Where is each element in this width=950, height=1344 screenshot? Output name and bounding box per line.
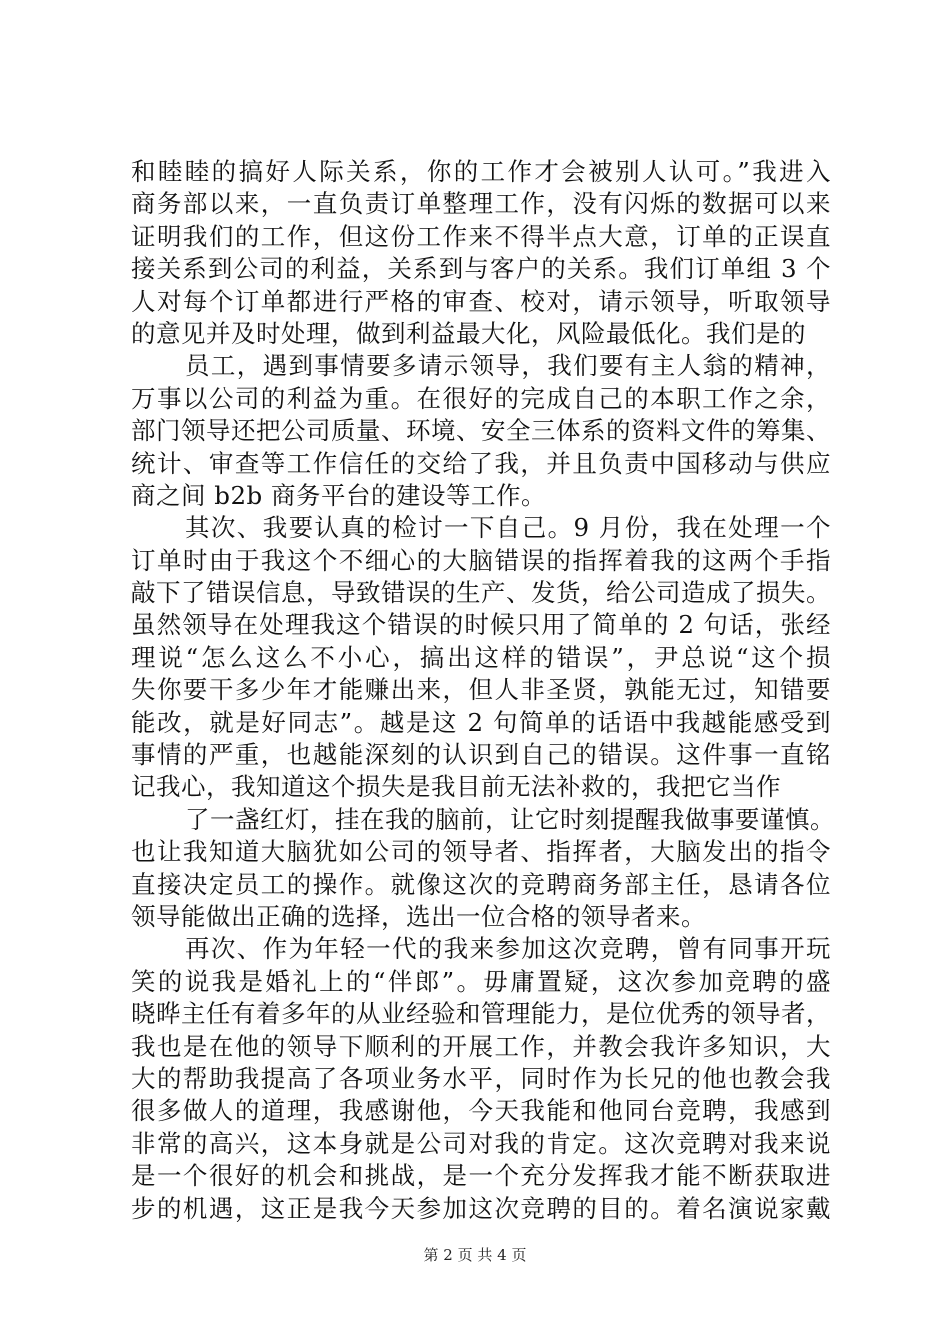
text-line: 商务部以来，一直负责订单整理工作，没有闪烁的数据可以来: [131, 189, 831, 219]
text-line: 和睦睦的搞好人际关系，你的工作才会被别人认可。”我进入: [131, 157, 831, 186]
text-line: 直接决定员工的操作。就像这次的竞聘商务部主任，恳请各位: [131, 869, 831, 899]
text-line: 订单时由于我这个不细心的大脑错误的指挥着我的这两个手指: [131, 545, 831, 575]
text-line: 的意见并及时处理，做到利益最大化，风险最低化。我们是的: [131, 318, 806, 348]
text-line: 事情的严重，也越能深刻的认识到自己的错误。这件事一直铭: [131, 740, 831, 770]
text-line: 晓晔主任有着多年的从业经验和管理能力，是位优秀的领导者，: [131, 999, 831, 1029]
text-line: 失你要干多少年才能赚出来，但人非圣贤，孰能无过，知错要: [131, 675, 831, 705]
text-line: 万事以公司的利益为重。在很好的完成自己的本职工作之余，: [131, 383, 831, 413]
text-line: 我也是在他的领导下顺利的开展工作，并教会我许多知识，大: [131, 1031, 831, 1061]
text-line: 证明我们的工作，但这份工作来不得半点大意，订单的正误直: [131, 221, 831, 251]
text-line: 是一个很好的机会和挑战，是一个充分发挥我才能不断获取进: [131, 1161, 831, 1191]
text-line: 也让我知道大脑犹如公司的领导者、指挥者，大脑发出的指令: [131, 837, 831, 867]
page-footer: 第 2 页 共 4 页: [423, 1246, 527, 1264]
text-line: 领导能做出正确的选择，选出一位合格的领导者来。: [131, 901, 706, 931]
text-line: 大的帮助我提高了各项业务水平，同时作为长兄的他也教会我: [131, 1063, 831, 1093]
text-line: 非常的高兴，这本身就是公司对我的肯定。这次竞聘对我来说: [131, 1128, 831, 1158]
text-line: 员工，遇到事情要多请示领导，我们要有主人翁的精神，: [185, 351, 831, 381]
text-line: 很多做人的道理，我感谢他，今天我能和他同台竞聘，我感到: [131, 1096, 831, 1126]
text-line: 能改，就是好同志”。越是这 2 句简单的话语中我越能感受到: [131, 707, 831, 737]
text-line: 敲下了错误信息，导致错误的生产、发货，给公司造成了损失。: [131, 578, 831, 608]
text-line: 理说“怎么这么不小心，搞出这样的错误”，尹总说“这个损: [131, 642, 831, 672]
text-line: 了一盏红灯，挂在我的脑前，让它时刻提醒我做事要谨慎。: [185, 804, 835, 834]
text-line: 部门领导还把公司质量、环境、安全三体系的资料文件的筹集、: [131, 416, 831, 446]
text-line: 笑的说我是婚礼上的“伴郎”。毋庸置疑，这次参加竞聘的盛: [131, 966, 831, 996]
body-text: [131, 156, 835, 1225]
text-line: 虽然领导在处理我这个错误的时候只用了简单的 2 句话，张经: [131, 610, 831, 640]
text-line: 其次、我要认真的检讨一下自己。9 月份，我在处理一个: [185, 513, 831, 543]
text-line: 记我心，我知道这个损失是我目前无法补救的，我把它当作: [131, 772, 781, 802]
text-line: 统计、审查等工作信任的交给了我，并且负责中国移动与供应: [131, 448, 831, 478]
text-line: 再次、作为年轻一代的我来参加这次竞聘，曾有同事开玩: [185, 934, 831, 964]
text-line: 人对每个订单都进行严格的审查、校对，请示领导，听取领导: [131, 286, 831, 316]
text-line: 商之间 b2b 商务平台的建设等工作。: [131, 480, 547, 510]
text-line: 接关系到公司的利益，关系到与客户的关系。我们订单组 3 个: [131, 254, 831, 284]
text-line: 步的机遇，这正是我今天参加这次竞聘的目的。着名演说家戴: [131, 1193, 831, 1223]
